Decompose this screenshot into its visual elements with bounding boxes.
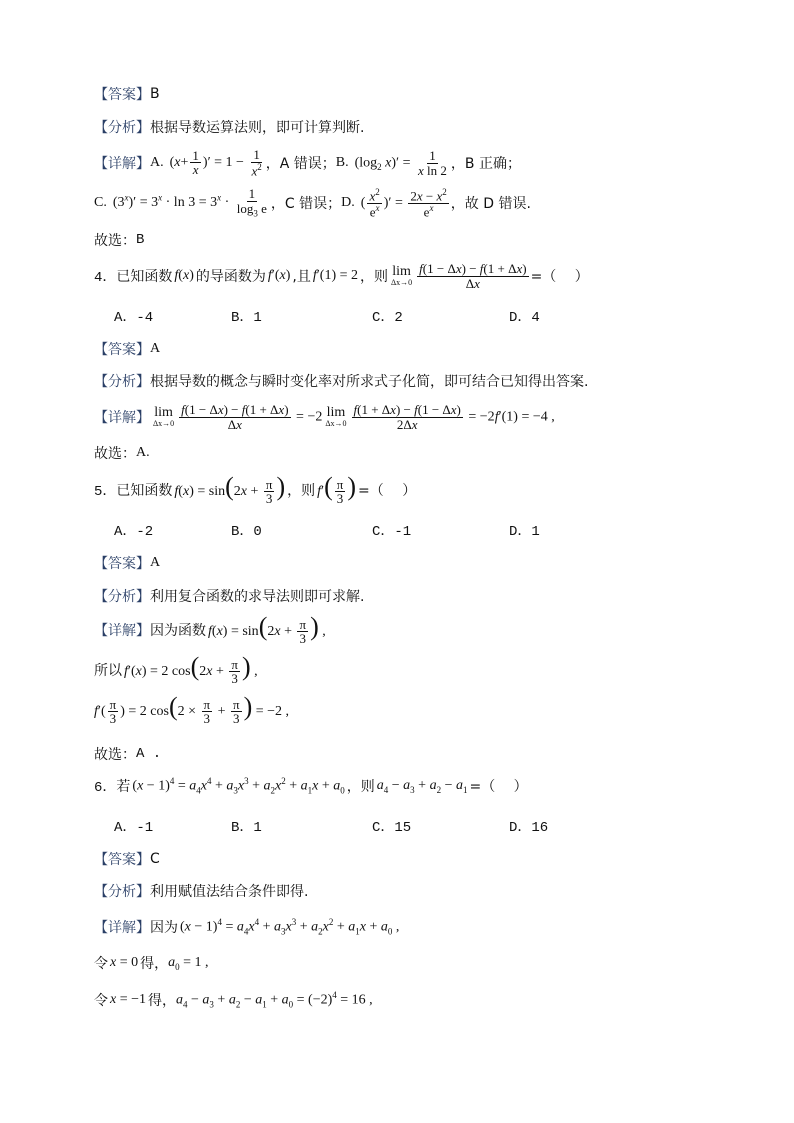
q5-choose-value: A . xyxy=(136,746,162,762)
q6-option-b: B．1 xyxy=(231,820,262,836)
q4-blank: =（ ） xyxy=(530,269,589,285)
q3-d-formula: ( $\frac{x^2}{e^x}$ )′ = $\frac{2x - x^2}{e^x}$ xyxy=(360,186,447,219)
q3-c-formula: $(3^x)' = 3^x \cdot \ln 3 = 3^x$ · $\frac{1}{\log_3 e}$ xyxy=(112,186,267,219)
q4-option-c: C．2 xyxy=(372,310,403,326)
detail-label: 【详解】 xyxy=(94,410,150,426)
q6-detail-line-1 xyxy=(94,917,399,937)
q6-detail-mid-3: 得， xyxy=(148,993,177,1009)
q6-option-a: A．-1 xyxy=(114,820,154,836)
q4-choose-line xyxy=(94,443,150,463)
choose-label: 故选： xyxy=(94,233,136,249)
q5-options xyxy=(114,520,540,540)
q4-stem-text-1: 已知函数 xyxy=(116,269,173,285)
q4-limit-expression: lim Δx→0 $\frac{f(1 - \Delta x) - f(1 + \Delta x)}{\Delta x}$ xyxy=(391,260,527,291)
q3-choose-line xyxy=(94,230,144,250)
q5-answer-line xyxy=(94,553,160,573)
q5-detail-formula-2: f′(x) = 2 cos(2x + $\frac{\pi}{3}$ ) , xyxy=(124,652,258,687)
q6-stem-text-2: ，则 xyxy=(346,779,375,795)
choose-label: 故选： xyxy=(94,747,136,763)
q6-analysis-text: 利用赋值法结合条件即得. xyxy=(150,884,309,900)
q3-a-verdict: ，A 错误； xyxy=(265,156,336,172)
analysis-label: 【分析】 xyxy=(94,884,150,900)
q5-detail-formula-3: f′( $\frac{\pi}{3}$ ) = 2 cos(2 × $\frac{\pi}{3}$ + $\frac{\pi}{3}$ ) = −2 , xyxy=(94,692,290,727)
q4-answer-value: A xyxy=(150,341,161,356)
q3-c-verdict: ，C 错误； xyxy=(270,196,342,212)
q5-stem-text-1: 已知函数 xyxy=(116,483,173,499)
q5-option-c: C．-1 xyxy=(372,524,412,540)
q6-analysis-line xyxy=(94,881,308,901)
q5-detail-prefix-2: 所以 xyxy=(94,663,122,679)
q3-c-prefix: C. xyxy=(94,195,107,210)
q6-identity: $(x - 1)^4 = a_4x^4 + a_3x^3 + a_2x^2 + a_1x + a_0$ xyxy=(132,776,345,796)
q4-stem-text-4: ，则 xyxy=(360,269,389,285)
q5-analysis-line xyxy=(94,586,364,606)
q4-analysis-line xyxy=(94,371,588,391)
q4-fx: f(x) xyxy=(174,268,194,283)
q4-option-d: D．4 xyxy=(509,310,540,326)
q4-option-b: B．1 xyxy=(231,310,262,326)
q3-b-formula: ($\log_2$ x)′ = $\frac{1}{\text{x ln 2}}$ xyxy=(354,147,447,178)
answer-label: 【答案】 xyxy=(94,342,150,358)
q5-blank: =（ ） xyxy=(358,483,417,499)
q3-choose-value: B xyxy=(136,232,145,248)
q4-choose-value: A. xyxy=(136,445,150,460)
q4-analysis-text: 根据导数的概念与瞬时变化率对所求式子化简，即可结合已知得出答案. xyxy=(150,374,589,390)
q6-stem xyxy=(94,776,528,796)
answer-label: 【答案】 xyxy=(94,87,150,103)
q5-answer-value: A xyxy=(150,555,161,570)
q5-number: 5． xyxy=(94,484,117,500)
q6-option-d: D．16 xyxy=(509,820,549,836)
q4-number: 4． xyxy=(94,270,117,286)
q5-analysis-text: 利用复合函数的求导法则即可求解. xyxy=(150,589,365,605)
q6-detail-formula-1: $(x - 1)^4 = a_4x^4 + a_3x^3 + a_2x^2 + a_1x + a_0$ , xyxy=(180,917,400,937)
q3-detail-line-2 xyxy=(94,186,531,220)
q3-b-prefix: B. xyxy=(335,155,349,170)
q5-function-def: f(x) = sin(2x + $\frac{\pi}{3}$ ) xyxy=(174,472,286,507)
q6-ask: $a_4 - a_3 + a_2 - a_1$ xyxy=(376,777,468,795)
q4-option-a: A．-4 xyxy=(114,310,154,326)
q4-options xyxy=(114,306,540,326)
q6-detail-result-3: $a_4 - a_3 + a_2 - a_1 + a_0 = (-2)^4 = 16$ , xyxy=(176,990,373,1010)
analysis-label: 【分析】 xyxy=(94,120,150,136)
detail-label: 【详解】 xyxy=(94,623,150,639)
analysis-label: 【分析】 xyxy=(94,374,150,390)
q4-condition: f′(1) = 2 xyxy=(312,268,359,283)
q6-detail-mid-2: 得， xyxy=(140,956,169,972)
q5-detail-line-3 xyxy=(94,692,289,728)
q6-options xyxy=(114,816,548,836)
q3-b-verdict: ，B 正确； xyxy=(450,156,521,172)
q3-answer-line xyxy=(94,84,160,104)
q6-option-c: C．15 xyxy=(372,820,412,836)
q5-option-b: B．0 xyxy=(231,524,262,540)
q4-fpx: f′(x) xyxy=(267,268,291,283)
q5-detail-formula-1: f(x) = sin(2x + $\frac{\pi}{3}$ ) , xyxy=(208,612,326,647)
q6-detail-cond-2: x = 0 xyxy=(110,955,139,970)
q6-stem-text-1: 若 xyxy=(116,779,131,795)
q4-stem xyxy=(94,258,589,294)
q6-detail-prefix-3: 令 xyxy=(94,993,108,1009)
q3-d-prefix: D. xyxy=(341,195,355,210)
answer-label: 【答案】 xyxy=(94,852,150,868)
q5-option-d: D．1 xyxy=(509,524,540,540)
q6-detail-result-2: $a_0 = 1$ , xyxy=(168,954,209,972)
q6-detail-line-3 xyxy=(94,990,373,1010)
choose-label: 故选： xyxy=(94,446,136,462)
q5-detail-line-2 xyxy=(94,652,258,688)
q6-detail-cond-3: x = −1 xyxy=(110,992,147,1007)
q5-ask: f′( $\frac{\pi}{3}$ ) xyxy=(317,472,357,507)
q5-detail-line-1 xyxy=(94,612,326,648)
q3-answer-value: B xyxy=(150,86,160,102)
q5-stem xyxy=(94,472,416,508)
q4-detail-formula: lim Δx→0 $\frac{f(1 - \Delta x) - f(1 + \Delta x)}{\Delta x}$ = −2 lim Δx→0 $\frac{f(1 + \Delta x) - f(1 - \Delta x)}{2\Delta x}$ = −2f′(1) = −4 , xyxy=(153,401,555,432)
q5-detail-prefix-1: 因为函数 xyxy=(150,623,206,639)
q6-answer-line xyxy=(94,849,160,869)
q3-analysis-line xyxy=(94,117,364,137)
q4-detail-line xyxy=(94,398,555,436)
q5-option-a: A．-2 xyxy=(114,524,154,540)
q3-a-prefix: A. xyxy=(150,155,164,170)
q3-d-verdict: ，故 D 错误. xyxy=(450,196,531,212)
q3-a-formula: (x+ $\frac{1}{x}$ )′ = 1 − $\frac{1}{x^2}$ xyxy=(169,147,262,179)
q5-stem-text-2: ，则 xyxy=(287,483,316,499)
q4-answer-line xyxy=(94,339,160,359)
q6-detail-prefix-1: 因为 xyxy=(150,920,178,936)
q5-choose-line xyxy=(94,744,161,764)
q3-analysis-text: 根据导数运算法则，即可计算判断. xyxy=(150,120,365,136)
q6-answer-value: C xyxy=(150,851,160,867)
q6-detail-line-2 xyxy=(94,953,209,973)
q4-stem-text-3: ,且 xyxy=(292,269,311,285)
q6-number: 6． xyxy=(94,780,117,796)
q4-stem-text-2: 的导函数为 xyxy=(195,269,266,285)
q6-detail-prefix-2: 令 xyxy=(94,956,108,972)
answer-label: 【答案】 xyxy=(94,556,150,572)
detail-label: 【详解】 xyxy=(94,156,150,172)
q3-detail-line-1 xyxy=(94,146,521,180)
analysis-label: 【分析】 xyxy=(94,589,150,605)
q6-blank: =（ ） xyxy=(469,779,528,795)
detail-label: 【详解】 xyxy=(94,920,150,936)
